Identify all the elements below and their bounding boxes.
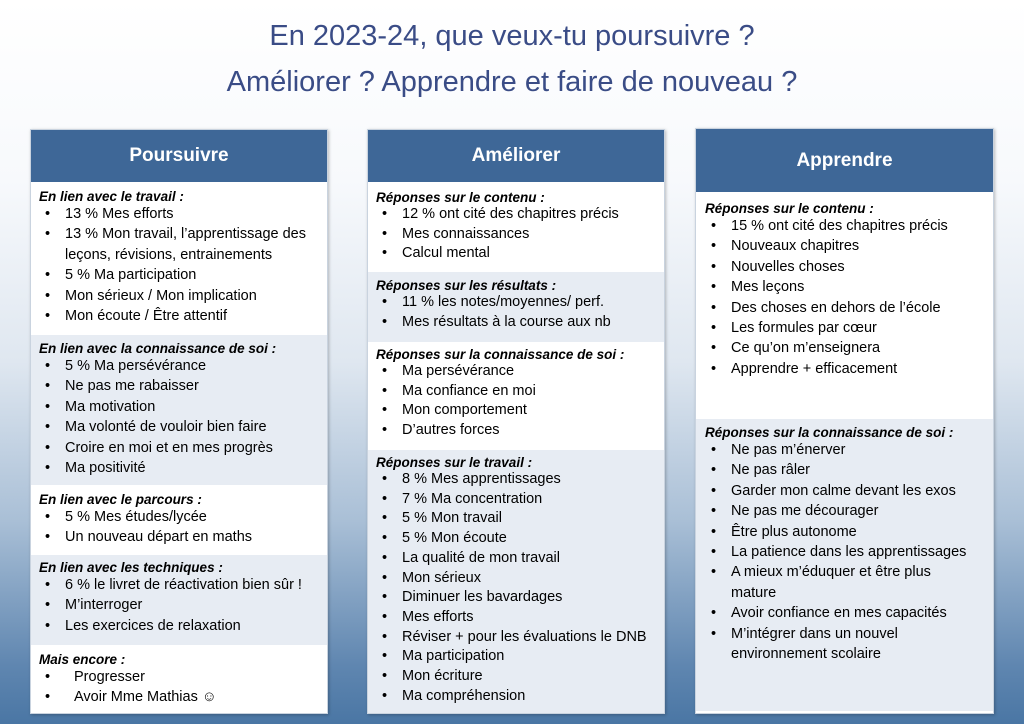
section-parcours bbox=[31, 485, 327, 555]
list-item: • Progresser bbox=[39, 667, 327, 687]
list-item: • 7 % Ma concentration bbox=[376, 490, 664, 510]
column-header-ameliorer: Améliorer bbox=[368, 130, 664, 182]
list-item: • 13 % Mon travail, l’apprentissage des leçons, révisions, entrainements bbox=[39, 224, 327, 265]
column-ameliorer bbox=[367, 129, 665, 714]
list-item: • 5 % Mon travail bbox=[376, 509, 664, 529]
item-list bbox=[39, 575, 327, 636]
section-contenu bbox=[696, 192, 993, 419]
list-item: • Ce qu’on m’enseignera bbox=[705, 338, 993, 358]
item-list bbox=[705, 440, 993, 664]
list-item: • Ne pas me rabaisser bbox=[39, 376, 327, 396]
list-item: • Garder mon calme devant les exos bbox=[705, 481, 993, 501]
list-item: • Nouveaux chapitres bbox=[705, 236, 993, 256]
list-item: • Ma participation bbox=[376, 647, 664, 667]
list-item: • Être plus autonome bbox=[705, 522, 993, 542]
list-item: • Les formules par cœur bbox=[705, 318, 993, 338]
list-item: • 5 % Ma participation bbox=[39, 265, 327, 285]
list-item: • 12 % ont cité des chapitres précis bbox=[376, 205, 664, 225]
list-item: • Mon sérieux / Mon implication bbox=[39, 286, 327, 306]
section-title: Réponses sur le contenu : bbox=[376, 190, 545, 205]
section-title: Réponses sur les résultats : bbox=[376, 278, 557, 293]
section-techniques bbox=[31, 555, 327, 645]
item-list bbox=[39, 507, 327, 548]
list-item: • Ma confiance en moi bbox=[376, 382, 664, 402]
list-item: • Avoir Mme Mathias ☺ bbox=[39, 687, 327, 707]
list-item: • Croire en moi et en mes progrès bbox=[39, 438, 327, 458]
item-list bbox=[705, 216, 993, 379]
list-item: • La qualité de mon travail bbox=[376, 549, 664, 569]
list-item: • A mieux m’éduquer et être plus mature bbox=[705, 562, 993, 603]
list-item: • 6 % le livret de réactivation bien sûr ! bbox=[39, 575, 327, 595]
list-item: • Ma positivité bbox=[39, 458, 327, 478]
list-item: • Mon comportement bbox=[376, 401, 664, 421]
list-item: • Les exercices de relaxation bbox=[39, 616, 327, 636]
list-item: • Des choses en dehors de l’école bbox=[705, 298, 993, 318]
section-connaissance-de-soi bbox=[368, 342, 664, 450]
section-travail bbox=[368, 450, 664, 713]
section-title: Réponses sur le travail : bbox=[376, 455, 533, 470]
list-item: • 11 % les notes/moyennes/ perf. bbox=[376, 293, 664, 313]
section-title: Réponses sur la connaissance de soi : bbox=[376, 347, 625, 362]
list-item: • Réviser + pour les évaluations le DNB bbox=[376, 628, 664, 648]
item-list bbox=[376, 205, 664, 264]
list-item: • Calcul mental bbox=[376, 244, 664, 264]
item-list bbox=[376, 362, 664, 441]
list-item: • 5 % Mes études/lycée bbox=[39, 507, 327, 527]
section-title: En lien avec le parcours : bbox=[39, 492, 202, 507]
column-poursuivre bbox=[30, 129, 328, 714]
section-resultats bbox=[368, 272, 664, 342]
item-list bbox=[376, 470, 664, 706]
list-item: • Ma motivation bbox=[39, 397, 327, 417]
page-title bbox=[0, 16, 1024, 108]
list-item: • M’intégrer dans un nouvel environnement scolaire bbox=[705, 624, 993, 665]
list-item: • Mon écoute / Être attentif bbox=[39, 306, 327, 326]
list-item: • Mon écriture bbox=[376, 667, 664, 687]
section-connaissance-de-soi bbox=[31, 335, 327, 485]
section-title: En lien avec le travail : bbox=[39, 189, 184, 204]
list-item: • M’interroger bbox=[39, 595, 327, 615]
list-item: • Ma compréhension bbox=[376, 687, 664, 707]
list-item: • Mes leçons bbox=[705, 277, 993, 297]
item-list bbox=[39, 204, 327, 326]
section-title: En lien avec les techniques : bbox=[39, 560, 223, 575]
list-item: • Mes résultats à la course aux nb bbox=[376, 313, 664, 333]
list-item: • 8 % Mes apprentissages bbox=[376, 470, 664, 490]
list-item: • Ne pas m’énerver bbox=[705, 440, 993, 460]
list-item: • Avoir confiance en mes capacités bbox=[705, 603, 993, 623]
section-title: Réponses sur le contenu : bbox=[705, 201, 874, 216]
list-item: • Mes connaissances bbox=[376, 225, 664, 245]
list-item: • Ma volonté de vouloir bien faire bbox=[39, 417, 327, 437]
list-item: • 13 % Mes efforts bbox=[39, 204, 327, 224]
section-title: Mais encore : bbox=[39, 652, 126, 667]
list-item: • 5 % Ma persévérance bbox=[39, 356, 327, 376]
section-title: En lien avec la connaissance de soi : bbox=[39, 341, 277, 356]
column-header-poursuivre: Poursuivre bbox=[31, 130, 327, 182]
section-mais-encore bbox=[31, 645, 327, 711]
section-connaissance-de-soi bbox=[696, 419, 993, 711]
list-item: • D’autres forces bbox=[376, 421, 664, 441]
item-list bbox=[39, 356, 327, 478]
item-list bbox=[39, 667, 327, 708]
list-item: • 15 % ont cité des chapitres précis bbox=[705, 216, 993, 236]
title-line-1: En 2023-24, que veux-tu poursuivre ? bbox=[269, 20, 755, 52]
list-item: • Un nouveau départ en maths bbox=[39, 527, 327, 547]
list-item: • 5 % Mon écoute bbox=[376, 529, 664, 549]
list-item: • La patience dans les apprentissages bbox=[705, 542, 993, 562]
list-item: • Nouvelles choses bbox=[705, 257, 993, 277]
section-title: Réponses sur la connaissance de soi : bbox=[705, 425, 954, 440]
list-item: • Apprendre + efficacement bbox=[705, 359, 993, 379]
list-item: • Mes efforts bbox=[376, 608, 664, 628]
list-item: • Ma persévérance bbox=[376, 362, 664, 382]
list-item: • Ne pas me décourager bbox=[705, 501, 993, 521]
list-item: • Diminuer les bavardages bbox=[376, 588, 664, 608]
section-contenu bbox=[368, 182, 664, 272]
column-apprendre bbox=[695, 128, 994, 714]
title-line-2: Améliorer ? Apprendre et faire de nouveau ? bbox=[226, 66, 798, 98]
section-travail bbox=[31, 182, 327, 335]
column-header-apprendre: Apprendre bbox=[696, 129, 993, 192]
list-item: • Mon sérieux bbox=[376, 569, 664, 589]
item-list bbox=[376, 293, 664, 332]
list-item: • Ne pas râler bbox=[705, 460, 993, 480]
